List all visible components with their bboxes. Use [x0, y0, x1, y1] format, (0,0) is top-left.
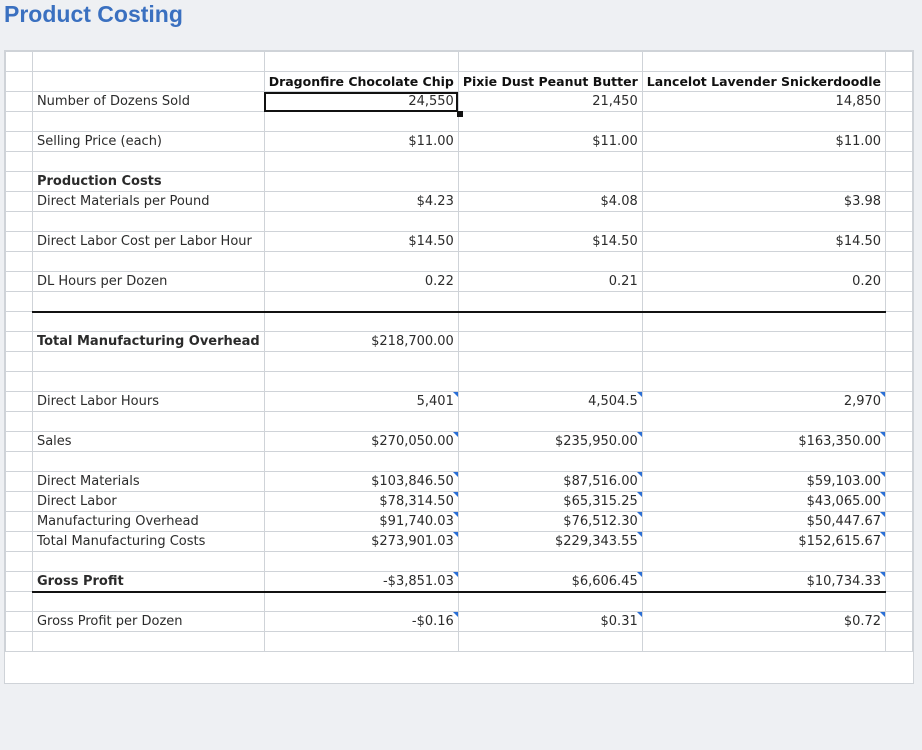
table-row: [6, 392, 913, 412]
empty-cell[interactable]: [6, 132, 33, 152]
empty-cell[interactable]: [458, 372, 642, 392]
row-label-dl-hours[interactable]: Direct Labor Hours: [32, 392, 264, 412]
empty-cell[interactable]: [32, 552, 264, 572]
cell-value[interactable]: $273,901.03: [264, 532, 458, 552]
empty-cell[interactable]: [264, 592, 458, 612]
empty-cell[interactable]: [458, 252, 642, 272]
empty-cell[interactable]: [6, 112, 33, 132]
cell-value[interactable]: 0.21: [458, 272, 642, 292]
empty-cell[interactable]: [886, 432, 913, 452]
table-row: [6, 312, 913, 332]
empty-cell[interactable]: [6, 432, 33, 452]
table-row: [6, 572, 913, 592]
row-label-gross-profit[interactable]: Gross Profit: [32, 572, 264, 592]
empty-cell[interactable]: [642, 412, 885, 432]
section-label-production-costs[interactable]: Production Costs: [32, 172, 264, 192]
empty-cell[interactable]: [458, 592, 642, 612]
cell-value[interactable]: 2,970: [642, 392, 885, 412]
cell-value[interactable]: $14.50: [642, 232, 885, 252]
empty-cell[interactable]: [886, 572, 913, 592]
empty-cell[interactable]: [6, 452, 33, 472]
empty-cell[interactable]: [264, 452, 458, 472]
empty-cell[interactable]: [458, 452, 642, 472]
row-label-dozens[interactable]: Number of Dozens Sold: [32, 92, 264, 112]
empty-cell[interactable]: [32, 452, 264, 472]
cell-value[interactable]: $11.00: [458, 132, 642, 152]
empty-cell[interactable]: [886, 272, 913, 292]
empty-cell[interactable]: [6, 232, 33, 252]
empty-cell[interactable]: [6, 172, 33, 192]
empty-cell[interactable]: [6, 192, 33, 212]
empty-cell[interactable]: [886, 232, 913, 252]
empty-cell[interactable]: [886, 152, 913, 172]
empty-cell[interactable]: [264, 112, 458, 132]
empty-cell[interactable]: [642, 312, 885, 332]
empty-cell[interactable]: [886, 332, 913, 352]
cell-value[interactable]: 21,450: [458, 92, 642, 112]
empty-cell[interactable]: [886, 212, 913, 232]
empty-cell[interactable]: [886, 532, 913, 552]
table-row: [6, 72, 913, 92]
empty-cell[interactable]: [886, 252, 913, 272]
empty-cell[interactable]: [6, 272, 33, 292]
empty-cell[interactable]: [886, 412, 913, 432]
empty-cell[interactable]: [264, 252, 458, 272]
empty-cell[interactable]: [458, 172, 642, 192]
empty-cell[interactable]: [32, 292, 264, 312]
cell-value[interactable]: $152,615.67: [642, 532, 885, 552]
empty-cell[interactable]: [886, 612, 913, 632]
empty-cell[interactable]: [458, 332, 642, 352]
empty-cell[interactable]: [886, 92, 913, 112]
empty-cell[interactable]: [32, 252, 264, 272]
column-header-product-3[interactable]: Lancelot Lavender Snickerdoodle: [642, 72, 885, 92]
table-row: [6, 512, 913, 532]
cell-value[interactable]: 0.20: [642, 272, 885, 292]
empty-cell[interactable]: [458, 292, 642, 312]
cell-value[interactable]: $3.98: [642, 192, 885, 212]
table-row: [6, 232, 913, 252]
spreadsheet-grid[interactable]: [4, 50, 914, 684]
table-row: [6, 152, 913, 172]
table-row: [6, 552, 913, 572]
row-label-total-moh[interactable]: Total Manufacturing Overhead: [32, 332, 264, 352]
empty-cell[interactable]: [458, 552, 642, 572]
table-row: [6, 452, 913, 472]
row-label-price[interactable]: Selling Price (each): [32, 132, 264, 152]
cell-value[interactable]: $14.50: [458, 232, 642, 252]
empty-cell[interactable]: [886, 192, 913, 212]
table-row: [6, 252, 913, 272]
cell-value[interactable]: $14.50: [264, 232, 458, 252]
empty-cell[interactable]: [6, 92, 33, 112]
cell-value[interactable]: $163,350.00: [642, 432, 885, 452]
empty-cell[interactable]: [6, 592, 33, 612]
row-label-tmc[interactable]: Total Manufacturing Costs: [32, 532, 264, 552]
empty-cell[interactable]: [32, 152, 264, 172]
table-row: [6, 292, 913, 312]
empty-cell[interactable]: [458, 52, 642, 72]
empty-cell[interactable]: [6, 572, 33, 592]
empty-cell[interactable]: [642, 52, 885, 72]
empty-cell[interactable]: [264, 412, 458, 432]
table-row: [6, 132, 913, 152]
row-label-dm[interactable]: Direct Materials: [32, 472, 264, 492]
empty-cell[interactable]: [264, 632, 458, 652]
table-row: [6, 332, 913, 352]
table-row: [6, 192, 913, 212]
cell-value[interactable]: $103,846.50: [264, 472, 458, 492]
costing-table: [5, 51, 913, 652]
empty-cell[interactable]: [886, 592, 913, 612]
empty-cell[interactable]: [642, 152, 885, 172]
table-row: [6, 592, 913, 612]
cell-value[interactable]: $4.08: [458, 192, 642, 212]
empty-cell[interactable]: [32, 312, 264, 332]
empty-cell[interactable]: [264, 352, 458, 372]
empty-cell[interactable]: [6, 332, 33, 352]
empty-cell[interactable]: [458, 152, 642, 172]
empty-cell[interactable]: [642, 172, 885, 192]
cell-value[interactable]: 0.22: [264, 272, 458, 292]
empty-cell[interactable]: [6, 352, 33, 372]
cell-value[interactable]: $78,314.50: [264, 492, 458, 512]
cell-value[interactable]: $87,516.00: [458, 472, 642, 492]
empty-cell[interactable]: [642, 372, 885, 392]
cell-value[interactable]: -$0.16: [264, 612, 458, 632]
empty-cell[interactable]: [886, 72, 913, 92]
empty-cell[interactable]: [642, 452, 885, 472]
empty-cell[interactable]: [886, 112, 913, 132]
table-row: [6, 272, 913, 292]
cell-value[interactable]: $59,103.00: [642, 472, 885, 492]
empty-cell[interactable]: [264, 212, 458, 232]
empty-cell[interactable]: [264, 52, 458, 72]
cell-value[interactable]: $6,606.45: [458, 572, 642, 592]
empty-cell[interactable]: [886, 132, 913, 152]
empty-cell[interactable]: [6, 532, 33, 552]
empty-cell[interactable]: [6, 632, 33, 652]
cell-value[interactable]: $76,512.30: [458, 512, 642, 532]
empty-cell[interactable]: [458, 212, 642, 232]
cell-value[interactable]: $91,740.03: [264, 512, 458, 532]
empty-cell[interactable]: [6, 552, 33, 572]
cell-value[interactable]: 14,850: [642, 92, 885, 112]
table-row: [6, 352, 913, 372]
empty-cell[interactable]: [642, 252, 885, 272]
empty-cell[interactable]: [32, 72, 264, 92]
empty-cell[interactable]: [886, 52, 913, 72]
row-label-dm-per-lb[interactable]: Direct Materials per Pound: [32, 192, 264, 212]
column-header-product-1[interactable]: Dragonfire Chocolate Chip: [264, 72, 458, 92]
empty-cell[interactable]: [6, 252, 33, 272]
empty-cell[interactable]: [32, 52, 264, 72]
table-row: [6, 612, 913, 632]
empty-cell[interactable]: [264, 372, 458, 392]
empty-cell[interactable]: [642, 352, 885, 372]
cell-value[interactable]: 4,504.5: [458, 392, 642, 412]
empty-cell[interactable]: [642, 112, 885, 132]
empty-cell[interactable]: [886, 492, 913, 512]
page-title: Product Costing: [4, 1, 183, 27]
table-row: [6, 92, 913, 112]
cell-value[interactable]: $0.72: [642, 612, 885, 632]
empty-cell[interactable]: [6, 512, 33, 532]
empty-cell[interactable]: [6, 72, 33, 92]
table-row: [6, 492, 913, 512]
fill-handle[interactable]: [457, 111, 463, 117]
empty-cell[interactable]: [32, 212, 264, 232]
empty-cell[interactable]: [6, 392, 33, 412]
empty-cell[interactable]: [886, 172, 913, 192]
cell-value[interactable]: $0.31: [458, 612, 642, 632]
empty-cell[interactable]: [458, 352, 642, 372]
empty-cell[interactable]: [32, 412, 264, 432]
empty-cell[interactable]: [458, 312, 642, 332]
cell-value[interactable]: $4.23: [264, 192, 458, 212]
empty-cell[interactable]: [886, 312, 913, 332]
cell-value[interactable]: $43,065.00: [642, 492, 885, 512]
empty-cell[interactable]: [642, 552, 885, 572]
empty-cell[interactable]: [264, 552, 458, 572]
empty-cell[interactable]: [458, 112, 642, 132]
empty-cell[interactable]: [32, 112, 264, 132]
empty-cell[interactable]: [886, 392, 913, 412]
empty-cell[interactable]: [6, 372, 33, 392]
empty-cell[interactable]: [32, 592, 264, 612]
cell-value[interactable]: $229,343.55: [458, 532, 642, 552]
table-row: [6, 412, 913, 432]
cell-value[interactable]: $50,447.67: [642, 512, 885, 532]
table-row: [6, 172, 913, 192]
empty-cell[interactable]: [32, 632, 264, 652]
empty-cell[interactable]: [6, 612, 33, 632]
empty-cell[interactable]: [886, 552, 913, 572]
empty-cell[interactable]: [6, 412, 33, 432]
cell-value[interactable]: $235,950.00: [458, 432, 642, 452]
empty-cell[interactable]: [32, 372, 264, 392]
table-row: [6, 212, 913, 232]
empty-cell[interactable]: [886, 632, 913, 652]
cell-value[interactable]: $10,734.33: [642, 572, 885, 592]
row-label-gp-per-dozen[interactable]: Gross Profit per Dozen: [32, 612, 264, 632]
empty-cell[interactable]: [886, 372, 913, 392]
empty-cell[interactable]: [6, 312, 33, 332]
cell-value[interactable]: $218,700.00: [264, 332, 458, 352]
empty-cell[interactable]: [6, 152, 33, 172]
empty-cell[interactable]: [6, 52, 33, 72]
table-row: [6, 52, 913, 72]
cell-value[interactable]: $65,315.25: [458, 492, 642, 512]
empty-cell[interactable]: [264, 152, 458, 172]
table-row: [6, 472, 913, 492]
empty-cell[interactable]: [886, 452, 913, 472]
row-label-sales[interactable]: Sales: [32, 432, 264, 452]
row-label-moh[interactable]: Manufacturing Overhead: [32, 512, 264, 532]
row-label-dl-hours-per-dozen[interactable]: DL Hours per Dozen: [32, 272, 264, 292]
selected-cell[interactable]: 24,550: [264, 92, 458, 112]
empty-cell[interactable]: [886, 512, 913, 532]
empty-cell[interactable]: [886, 352, 913, 372]
cell-value[interactable]: 5,401: [264, 392, 458, 412]
empty-cell[interactable]: [6, 292, 33, 312]
empty-cell[interactable]: [642, 212, 885, 232]
empty-cell[interactable]: [458, 632, 642, 652]
empty-cell[interactable]: [886, 472, 913, 492]
cell-value[interactable]: $11.00: [264, 132, 458, 152]
table-row: [6, 632, 913, 652]
empty-cell[interactable]: [32, 352, 264, 372]
empty-cell[interactable]: [642, 592, 885, 612]
cell-value[interactable]: $11.00: [642, 132, 885, 152]
empty-cell[interactable]: [6, 472, 33, 492]
empty-cell[interactable]: [264, 292, 458, 312]
table-row: [6, 532, 913, 552]
cell-value[interactable]: -$3,851.03: [264, 572, 458, 592]
column-header-product-2[interactable]: Pixie Dust Peanut Butter: [458, 72, 642, 92]
table-row: [6, 372, 913, 392]
cell-value[interactable]: $270,050.00: [264, 432, 458, 452]
empty-cell[interactable]: [264, 172, 458, 192]
empty-cell[interactable]: [642, 632, 885, 652]
empty-cell[interactable]: [6, 492, 33, 512]
empty-cell[interactable]: [458, 412, 642, 432]
empty-cell[interactable]: [642, 332, 885, 352]
empty-cell[interactable]: [6, 212, 33, 232]
row-label-dl[interactable]: Direct Labor: [32, 492, 264, 512]
empty-cell[interactable]: [886, 292, 913, 312]
empty-cell[interactable]: [642, 292, 885, 312]
row-label-dl-rate[interactable]: Direct Labor Cost per Labor Hour: [32, 232, 264, 252]
table-row: [6, 432, 913, 452]
empty-cell[interactable]: [264, 312, 458, 332]
